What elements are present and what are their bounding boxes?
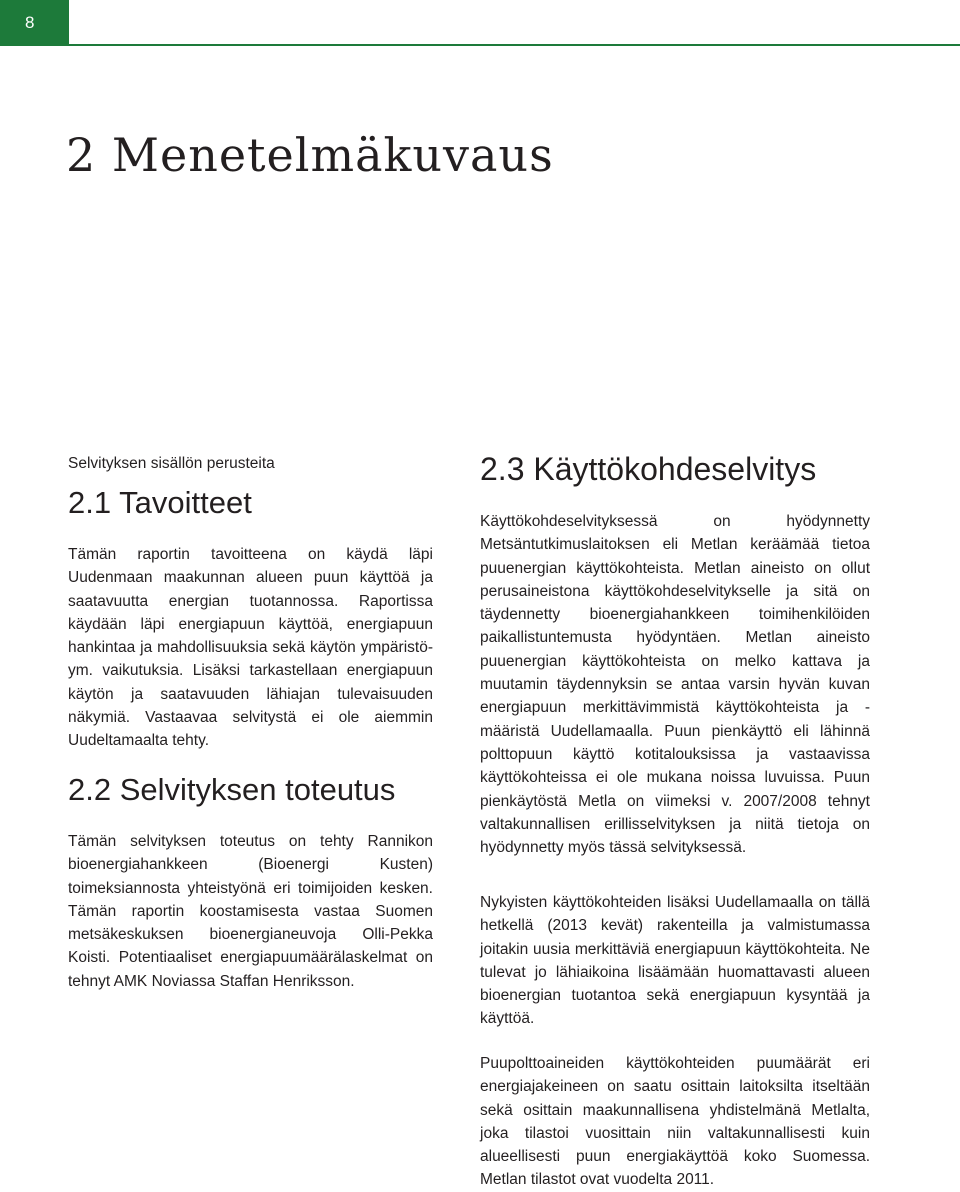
paragraph-2-1: Tämän raportin tavoitteena on käydä läpi Uudenmaan maakunnan alueen puun käyttöä ja saatavuutta energian tuotannossa. Raportissa käydään läpi energiapuun käyttöä, energiapuun hankintaa ja mahdollisuuksia sekä käytön ympäristö- ym. vaikutuksia. Lisäksi tarkastellaan energiapuun käytön ja saatavuuden lähiajan tulevaisuuden näkymiä. Vastaavaa selvitystä ei ole aiemmin Uudeltamaalta tehty.	[68, 546, 433, 750]
chapter-title: 2 Menetelmäkuvaus	[66, 128, 554, 182]
heading-2-1: 2.1 Tavoitteet	[68, 485, 252, 520]
section-kicker: Selvityksen sisällön perusteita	[68, 455, 275, 472]
header-rule	[69, 44, 960, 46]
paragraph-2-2: Tämän selvityksen toteutus on tehty Rannikon bioenergiahankkeen (Bioenergi Kusten) toimeksiannosta yhteistyönä eri toimijoiden kesken. Tämän raportin koostamisesta vastaa Suomen metsäkeskuksen bioenergianeuvoja Olli-Pekka Koisti. Potentiaaliset energiapuumäärälaskelmat on tehnyt AMK Noviassa Staffan Henriksson.	[68, 833, 433, 990]
paragraph-2-3-a: Käyttökohdeselvityksessä on hyödynnetty Metsäntutkimuslaitoksen eli Metlan keräämää tietoa puuenergian käyttökohteista. Metlan aineisto on ollut perusaineistona käyttökohdeselvitykselle ja sitä on täydennetty bioenergiahankkeen toimihenkilöiden paikallistuntemusta hyödyntäen. Metlan aineisto puuenergian käyttökohteista on melko kattava ja muutamin täydennyksin se antaa varsin hyvän kuvan energiapuun merkittävimmistä käyttökohteista ja -määristä Uudellamaalla. Puun pienkäyttö eli lähinnä polttopuun käyttö kotitalouksissa ja vastaavissa käyttökohteissa ei ole mukana noissa luvuissa. Puun pienkäytöstä Metla on viimeksi v. 2007/2008 tehnyt valtakunnallisen erillisselvityksen ja niitä tietoja on hyödynnetty myös tässä selvityksessä.	[480, 513, 870, 857]
paragraph-2-3-c: Puupolttoaineiden käyttökohteiden puumäärät eri energiajakeineen on saatu osittain laitoksilta itseltään sekä osittain maakunnallisena yhdistelmänä Metlalta, joka tilastoi vuosittain niin valtakunnallisesti kuin alueellisesti puun energiakäyttöä koko Suomessa. Metlan tilastot ovat vuodelta 2011.	[480, 1055, 870, 1189]
page-number-tab: 8	[0, 0, 69, 46]
heading-2-2: 2.2 Selvityksen toteutus	[68, 772, 396, 807]
heading-2-3: 2.3 Käyttökohdeselvitys	[480, 451, 817, 487]
paragraph-2-3-b: Nykyisten käyttökohteiden lisäksi Uudellamaalla on tällä hetkellä (2013 kevät) rakenteilla ja valmistumassa joitakin uusia merkittäviä energiapuun käyttökohteita. Ne tulevat jo lähiaikoina lisäämään huomattavasti alueen bioenergian tuotantoa sekä energiapuun kysyntää ja käyttöä.	[480, 894, 870, 1028]
